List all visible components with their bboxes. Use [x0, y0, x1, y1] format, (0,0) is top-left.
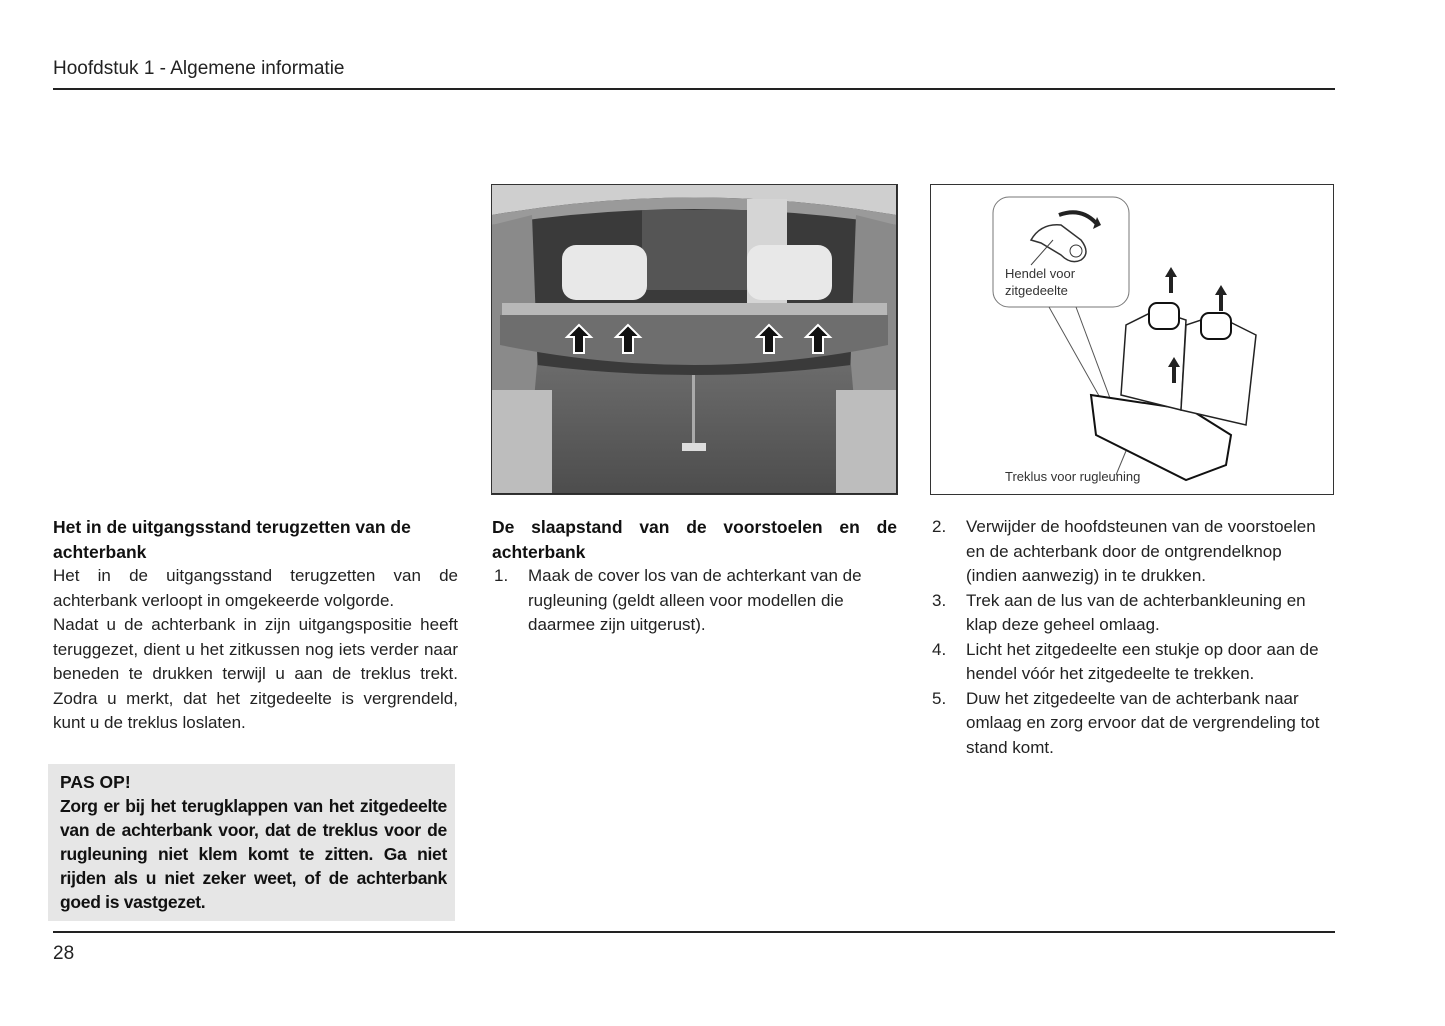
- step-text: Maak de cover los van de achterkant van de rugleuning (geldt alleen voor modellen die daarmee zijn uitgerust).: [528, 566, 862, 634]
- warning-text: Zorg er bij het terugklappen van het zitgedeelte van de achterbank voor, dat de treklus voor de rugleuning niet klem komt te zitten. Ga niet rijden als u niet zeker weet, of de achterbank goed is vastgezet.: [60, 796, 447, 912]
- chapter-title: Hoofdstuk 1 - Algemene informatie: [53, 58, 345, 79]
- paragraph: Nadat u de achterbank in zijn uitgangspositie heeft teruggezet, dient u het zitkussen nog iets verder naar beneden te drukken terwijl u aan de treklus trekt. Zodra u merkt, dat het zitgedeelte is vergrendeld, kunt u de treklus loslaten.: [53, 615, 458, 732]
- rear-seat-diagram: [930, 184, 1334, 495]
- step-text: Trek aan de lus van de achterbankleuning en klap deze geheel omlaag.: [966, 590, 1306, 634]
- label-lever: Hendel voor zitgedeelte: [1005, 266, 1076, 298]
- list-item: [930, 515, 1335, 589]
- photo-illustration: [492, 185, 896, 493]
- step-text: Verwijder de hoofdsteunen van de voorstoelen en de achterbank door de ontgrendelknop (indien aanwezig) in te drukken.: [966, 517, 1316, 585]
- warning-box: [48, 764, 455, 921]
- list-item: [930, 638, 1335, 687]
- warning-title: PAS OP!: [60, 772, 131, 792]
- paragraph: Het in de uitgangsstand terugzetten van de achterbank verloopt in omgekeerde volgorde.: [53, 566, 458, 610]
- footer-rule: [53, 931, 1335, 933]
- column-restore-rear-seat: [53, 515, 458, 736]
- step-number: 5.: [932, 688, 947, 708]
- rear-seat-drawing: [931, 185, 1332, 493]
- list-item: [930, 687, 1335, 761]
- section-heading: Het in de uitgangsstand terugzetten van de achterbank: [53, 517, 411, 562]
- step-text: Duw het zitgedeelte van de achterbank naar omlaag en zorg ervoor dat de vergrendeling tot stand komt.: [966, 688, 1320, 757]
- column-sleep-position: [492, 515, 897, 638]
- step-number: 4.: [932, 639, 947, 659]
- column-steps-continued: [930, 515, 1335, 760]
- step-text: Licht het zitgedeelte een stukje op door aan de hendel vóór het zitgedeelte te trekken.: [966, 639, 1319, 683]
- page-number: 28: [53, 943, 75, 964]
- step-number: 3.: [932, 590, 947, 610]
- list-item: [492, 564, 897, 638]
- step-number: 2.: [932, 517, 947, 536]
- cargo-area-photo: [491, 184, 898, 495]
- section-heading: De slaapstand van de voorstoelen en de achterbank: [492, 517, 897, 562]
- list-item: [930, 589, 1335, 638]
- label-pull-loop: Treklus voor rugleuning: [1005, 469, 1141, 484]
- step-number: 1.: [494, 566, 509, 585]
- header-rule: [53, 88, 1335, 90]
